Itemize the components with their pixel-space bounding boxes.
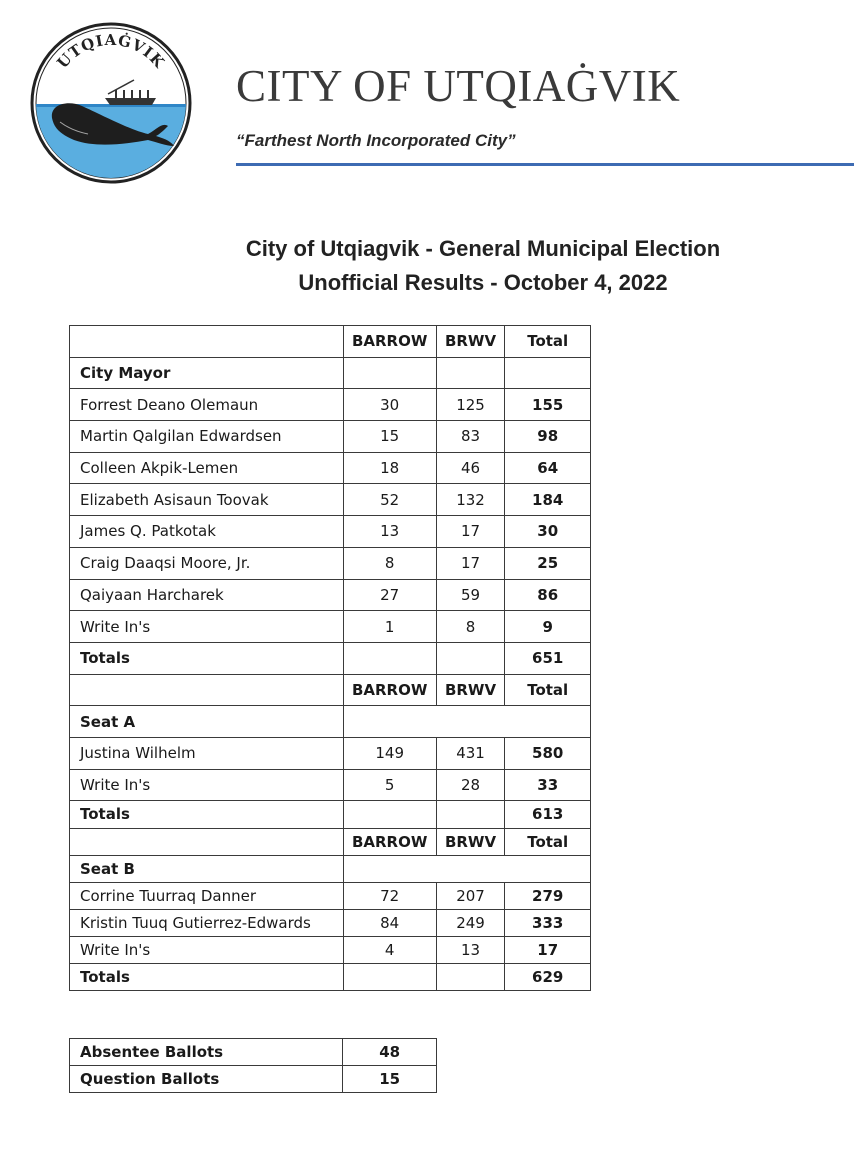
brwv-votes: 59: [436, 579, 505, 611]
totals-row: [70, 642, 591, 674]
total-votes: 98: [505, 421, 591, 453]
table-row: [70, 547, 591, 579]
totals-label: Totals: [70, 963, 344, 990]
total-votes: 279: [505, 882, 591, 909]
brwv-votes: 207: [436, 882, 505, 909]
brwv-votes: 431: [436, 737, 505, 769]
totals-value: 651: [505, 642, 591, 674]
totals-label: Totals: [70, 801, 344, 828]
table-row: [70, 737, 591, 769]
section-heading-row: [70, 357, 591, 389]
table-row: [70, 516, 591, 548]
column-header-barrow: BARROW: [343, 828, 436, 855]
table-row: [70, 769, 591, 801]
candidate-name: Write In's: [70, 769, 344, 801]
table-row: [70, 882, 591, 909]
total-votes: 184: [505, 484, 591, 516]
total-votes: 333: [505, 909, 591, 936]
city-motto: “Farthest North Incorporated City”: [236, 131, 516, 150]
total-votes: 155: [505, 389, 591, 421]
barrow-votes: 5: [343, 769, 436, 801]
total-votes: 25: [505, 547, 591, 579]
candidate-name: Craig Daaqsi Moore, Jr.: [70, 547, 344, 579]
candidate-name: Forrest Deano Olemaun: [70, 389, 344, 421]
barrow-votes: 18: [343, 452, 436, 484]
barrow-votes: 149: [343, 737, 436, 769]
brwv-votes: 132: [436, 484, 505, 516]
barrow-votes: 52: [343, 484, 436, 516]
section-heading-seat-a: Seat A: [70, 706, 344, 738]
header-blank-cell: [70, 326, 344, 358]
column-header-brwv: BRWV: [436, 674, 505, 706]
totals-row: [70, 963, 591, 990]
column-header-brwv: BRWV: [436, 828, 505, 855]
barrow-votes: 30: [343, 389, 436, 421]
barrow-votes: 1: [343, 611, 436, 643]
brwv-votes: 28: [436, 769, 505, 801]
candidate-name: Kristin Tuuq Gutierrez-Edwards: [70, 909, 344, 936]
column-header-barrow: BARROW: [343, 674, 436, 706]
column-header-total: Total: [505, 828, 591, 855]
brwv-votes: 125: [436, 389, 505, 421]
candidate-name: Justina Wilhelm: [70, 737, 344, 769]
header-divider: [236, 163, 854, 166]
ballots-table: [69, 1038, 437, 1093]
table-row: [70, 1039, 437, 1066]
total-votes: 64: [505, 452, 591, 484]
total-votes: 9: [505, 611, 591, 643]
table-row: [70, 1066, 437, 1093]
candidate-name: James Q. Patkotak: [70, 516, 344, 548]
totals-value: 629: [505, 963, 591, 990]
column-header-brwv: BRWV: [436, 326, 505, 358]
candidate-name: Qaiyaan Harcharek: [70, 579, 344, 611]
barrow-votes: 72: [343, 882, 436, 909]
candidate-name: Elizabeth Asisaun Toovak: [70, 484, 344, 516]
city-seal-logo: [30, 22, 192, 184]
totals-label: Totals: [70, 642, 344, 674]
candidate-name: Martin Qalgilan Edwardsen: [70, 421, 344, 453]
table-row: [70, 936, 591, 963]
results-table: [69, 325, 591, 991]
total-votes: 17: [505, 936, 591, 963]
table-header-row: [70, 828, 591, 855]
table-row: [70, 389, 591, 421]
total-votes: 86: [505, 579, 591, 611]
table-row: [70, 909, 591, 936]
column-header-total: Total: [505, 674, 591, 706]
table-row: [70, 484, 591, 516]
table-row: [70, 421, 591, 453]
totals-value: 613: [505, 801, 591, 828]
brwv-votes: 249: [436, 909, 505, 936]
barrow-votes: 13: [343, 516, 436, 548]
total-votes: 33: [505, 769, 591, 801]
brwv-votes: 83: [436, 421, 505, 453]
table-row: [70, 611, 591, 643]
candidate-name: Write In's: [70, 936, 344, 963]
candidate-name: Corrine Tuurraq Danner: [70, 882, 344, 909]
section-heading-seat-b: Seat B: [70, 855, 344, 882]
barrow-votes: 27: [343, 579, 436, 611]
document-title: City of Utqiagvik - General Municipal Election: [245, 236, 721, 261]
column-header-barrow: BARROW: [343, 326, 436, 358]
barrow-votes: 15: [343, 421, 436, 453]
total-votes: 580: [505, 737, 591, 769]
section-heading-row: [70, 706, 591, 738]
barrow-votes: 8: [343, 547, 436, 579]
absentee-ballots-label: Absentee Ballots: [70, 1039, 343, 1066]
seal-text: UTQIAĠVIK: [53, 30, 169, 72]
barrow-votes: 4: [343, 936, 436, 963]
barrow-votes: 84: [343, 909, 436, 936]
candidate-name: Write In's: [70, 611, 344, 643]
table-header-row: [70, 326, 591, 358]
brwv-votes: 13: [436, 936, 505, 963]
brwv-votes: 46: [436, 452, 505, 484]
brwv-votes: 8: [436, 611, 505, 643]
question-ballots-label: Question Ballots: [70, 1066, 343, 1093]
document-subtitle: Unofficial Results - October 4, 2022: [298, 270, 668, 295]
section-heading-mayor: City Mayor: [70, 357, 344, 389]
section-heading-row: [70, 855, 591, 882]
candidate-name: Colleen Akpik-Lemen: [70, 452, 344, 484]
city-title: CITY OF UTQIAĠVIK: [236, 61, 681, 111]
table-header-row: [70, 674, 591, 706]
totals-row: [70, 801, 591, 828]
total-votes: 30: [505, 516, 591, 548]
brwv-votes: 17: [436, 547, 505, 579]
brwv-votes: 17: [436, 516, 505, 548]
absentee-ballots-value: 48: [343, 1039, 437, 1066]
table-row: [70, 452, 591, 484]
column-header-total: Total: [505, 326, 591, 358]
table-row: [70, 579, 591, 611]
question-ballots-value: 15: [343, 1066, 437, 1093]
